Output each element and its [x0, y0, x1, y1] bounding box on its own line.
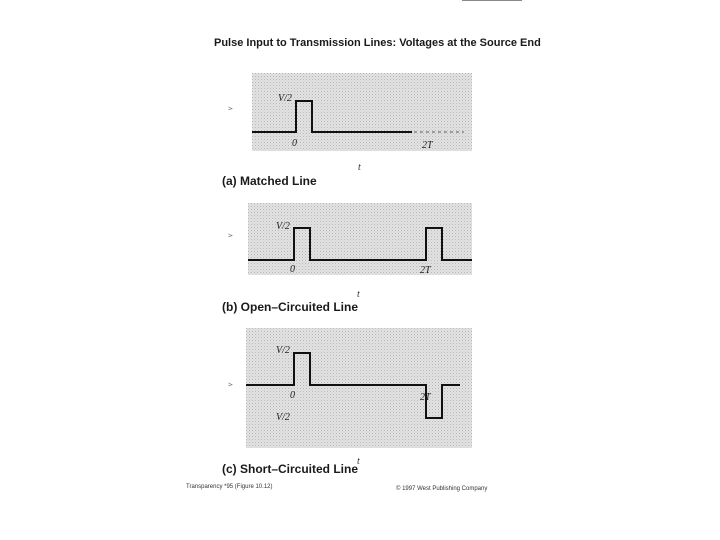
panel-c-vhalf-label: V/2	[276, 345, 290, 356]
panel-c-ylabel: v	[225, 382, 235, 387]
panel-b-2t-label: 2T	[420, 265, 431, 276]
panel-b-ylabel: v	[225, 233, 235, 238]
panel-b-plot	[248, 203, 472, 275]
footer-copyright: © 1997 West Publishing Company	[396, 486, 488, 492]
panel-a-background	[252, 73, 472, 151]
footer-transparency: Transparency *95 (Figure 10.12)	[186, 484, 273, 490]
panel-c-plot	[246, 328, 472, 448]
panel-c-caption: (c) Short–Circuited Line	[222, 462, 359, 476]
panel-c-zero-label: 0	[290, 390, 295, 401]
panel-b-background	[248, 203, 472, 275]
panel-c-neg-vhalf-label: V/2	[276, 412, 290, 423]
panel-a-zero-label: 0	[292, 138, 297, 149]
panel-a-xlabel: t	[358, 162, 361, 173]
panel-c-xlabel: t	[357, 456, 360, 467]
panel-a-2t-label: 2T	[422, 140, 433, 151]
panel-b-xlabel: t	[357, 289, 360, 300]
panel-a-ylabel: v	[225, 106, 235, 111]
panel-b-zero-label: 0	[290, 264, 295, 275]
panel-a-vhalf-label: V/2	[278, 93, 292, 104]
panel-a-caption: (a) Matched Line	[222, 174, 317, 188]
panel-c-2t-label: 2T	[420, 392, 431, 403]
panel-b-caption: (b) Open–Circuited Line	[222, 300, 359, 314]
panel-a-plot	[252, 73, 472, 151]
panel-b-vhalf-label: V/2	[276, 221, 290, 232]
top-rule	[462, 0, 522, 1]
page-title: Pulse Input to Transmission Lines: Voltages at the Source End	[214, 37, 541, 49]
